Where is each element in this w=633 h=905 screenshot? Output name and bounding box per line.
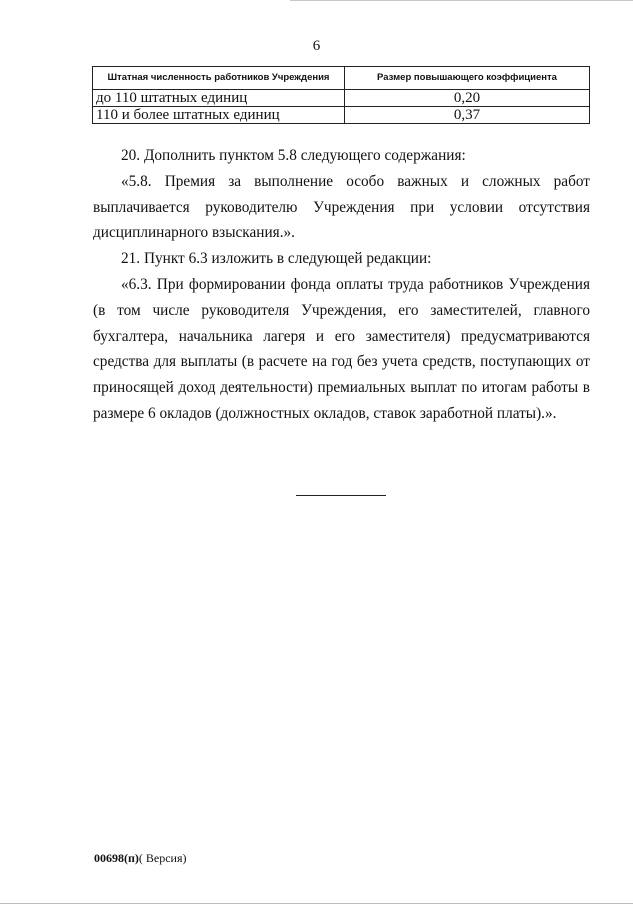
document-code: 00698(п) (94, 851, 139, 865)
paragraph-clause-5-8: «5.8. Премия за выполнение особо важных и сложных работ выплачивается руководителю Учреждения при условии отсутствия дисциплинарного взыскания.». (93, 172, 590, 242)
scan-edge-bottom (0, 903, 633, 904)
paragraph-clause-6-3: «6.3. При формировании фонда оплаты труда работников Учреждения (в том числе руководителя Учреждения, его заместителей, главного бухгалтера, начальника лагеря и его заместителя) предусматриваются средства для выплаты (в расчете на год без учета средств, поступающих от приносящей доход деятельности) премиальных выплат по итогам работы в размере 6 окладов (должностных окладов, ставок заработной платы).». (93, 275, 590, 422)
header-staff-count: Штатная численность работников Учреждения (93, 67, 345, 90)
table-header-row (93, 67, 590, 90)
staff-cell: 110 и более штатных единиц (93, 107, 345, 124)
version-label: ( Версия) (138, 851, 187, 865)
coefficient-cell: 0,37 (345, 107, 590, 124)
paragraph-item-20: 20. Дополнить пунктом 5.8 следующего содержания: (121, 147, 466, 164)
end-divider (296, 495, 386, 496)
coefficient-table (92, 66, 590, 124)
paragraph-item-21: 21. Пункт 6.3 изложить в следующей редакции: (121, 250, 432, 268)
document-body (93, 143, 590, 427)
table-row (93, 90, 590, 107)
page-number: 6 (312, 38, 321, 54)
table-row (93, 107, 590, 124)
document-footer (94, 851, 187, 866)
coefficient-cell: 0,20 (345, 90, 590, 107)
header-coefficient: Размер повышающего коэффициента (345, 67, 590, 90)
scan-edge-top (290, 0, 633, 1)
staff-cell: до 110 штатных единиц (93, 90, 345, 107)
